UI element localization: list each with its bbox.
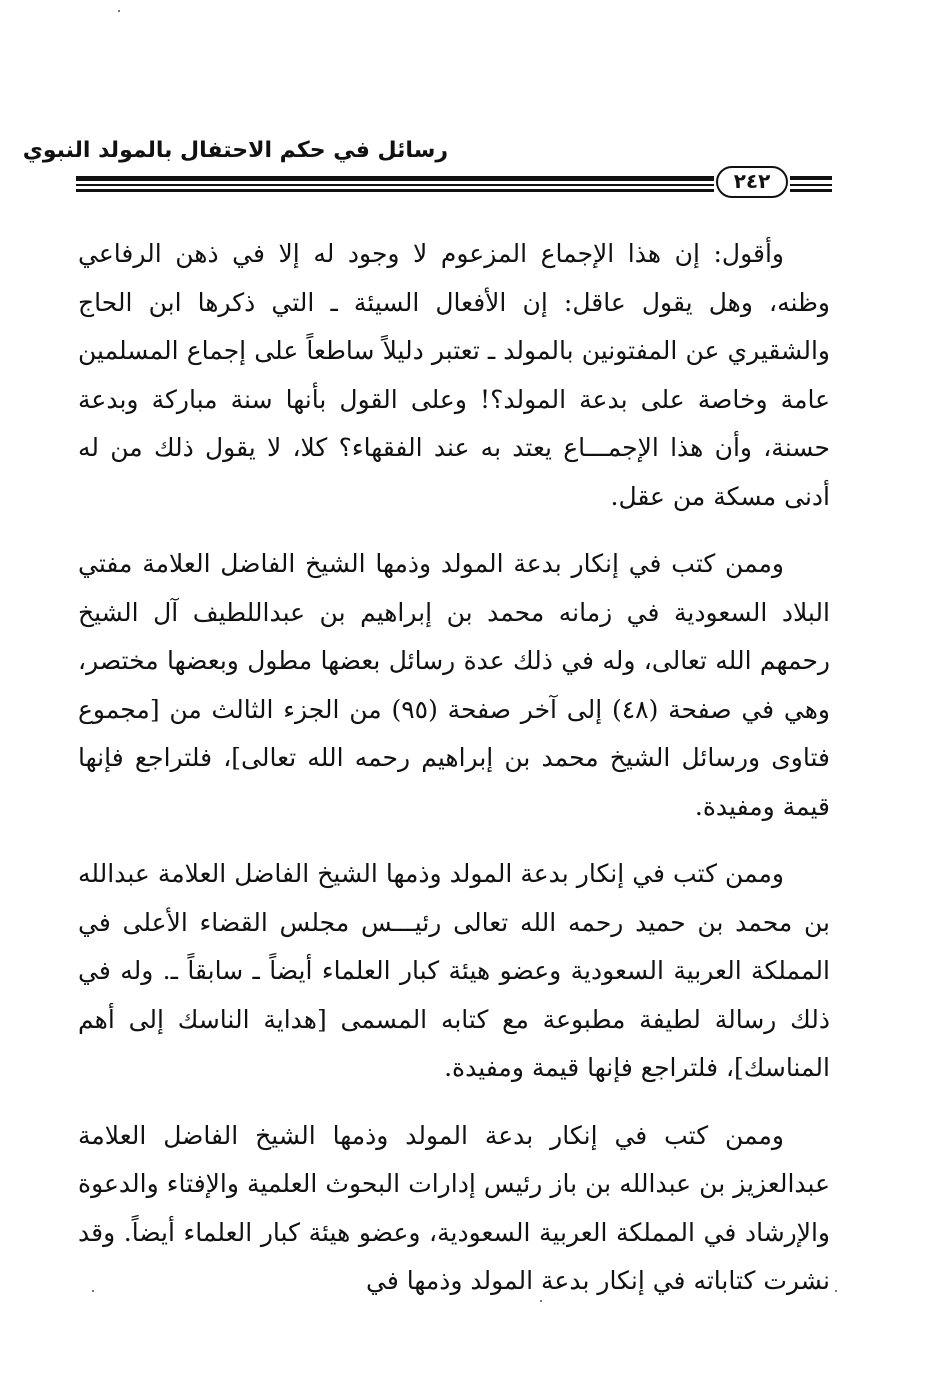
scan-speck [118,10,120,12]
paragraph-4: وممن كتب في إنكار بدعة المولد وذمها الشيخ الفاضل العلامة عبدالعزيز بن عبدالله بن باز رئيس إدارات البحوث العلمية والإفتاء والدعوة والإرشاد في المملكة العربية السعودية، وعضو هيئة كبار العلماء أيضاً. وقد نشرت كتاباته في إنكار بدعة المولد وذمها في [78,1120,830,1295]
header-rule-middle [76,184,714,186]
scan-speck [540,1300,542,1302]
page-body [78,230,830,1325]
paragraph-1: وأقول: إن هذا الإجماع المزعوم لا وجود له إلا في ذهن الرفاعي وظنه، وهل يقول عاقل: إن الأفعال السيئة ـ التي ذكرها ابن الحاج والشقيري عن المفتونين بالمولد ـ تعتبر دليلاً ساطعاً على إجماع المسلمين عامة وخاصة على بدعة المولد؟! وعلى القول بأنها سنة مباركة وبدعة حسنة، وأن هذا الإجمـــاع يعتد به عند الفقهاء؟ كلا، لا يقول ذلك من له أدنى مسكة من عقل. [78,239,830,511]
paragraph-3: وممن كتب في إنكار بدعة المولد وذمها الشيخ الفاضل العلامة عبدالله بن محمد بن حميد رحمه الله تعالى رئيـــس مجلس القضاء الأعلى في المملكة العربية السعودية وعضو هيئة كبار العلماء أيضاً ـ سابقاً ـ. وله في ذلك رسالة لطيفة مطبوعة مع كتابه المسمى [هداية الناسك إلى أهم المناسك]، فلتراجع فإنها قيمة ومفيدة. [78,859,830,1082]
running-header-title: رسائل في حكم الاحتفال بالمولد النبوي [22,138,448,163]
header-rule-bottom [76,189,714,192]
header-rule-top [76,176,714,181]
header-rule-right-top [790,176,832,180]
scan-speck [92,1290,94,1292]
header-rule-right-middle [790,184,832,186]
header-rule-right-bottom [790,189,832,192]
paragraph-2: وممن كتب في إنكار بدعة المولد وذمها الشيخ الفاضل العلامة مفتي البلاد السعودية في زمانه محمد بن إبراهيم بن عبداللطيف آل الشيخ رحمهم الله تعالى، وله في ذلك عدة رسائل بعضها مطول وبعضها مختصر، وهي في صفحة (٤٨) إلى آخر صفحة (٩٥) من الجزء الثالث من [مجموع فتاوى ورسائل الشيخ محمد بن إبراهيم رحمه الله تعالى]، فلتراجع فإنها قيمة ومفيدة. [78,549,830,821]
scan-speck [835,1290,837,1292]
page-number-badge: ٢٤٢ [716,166,788,198]
